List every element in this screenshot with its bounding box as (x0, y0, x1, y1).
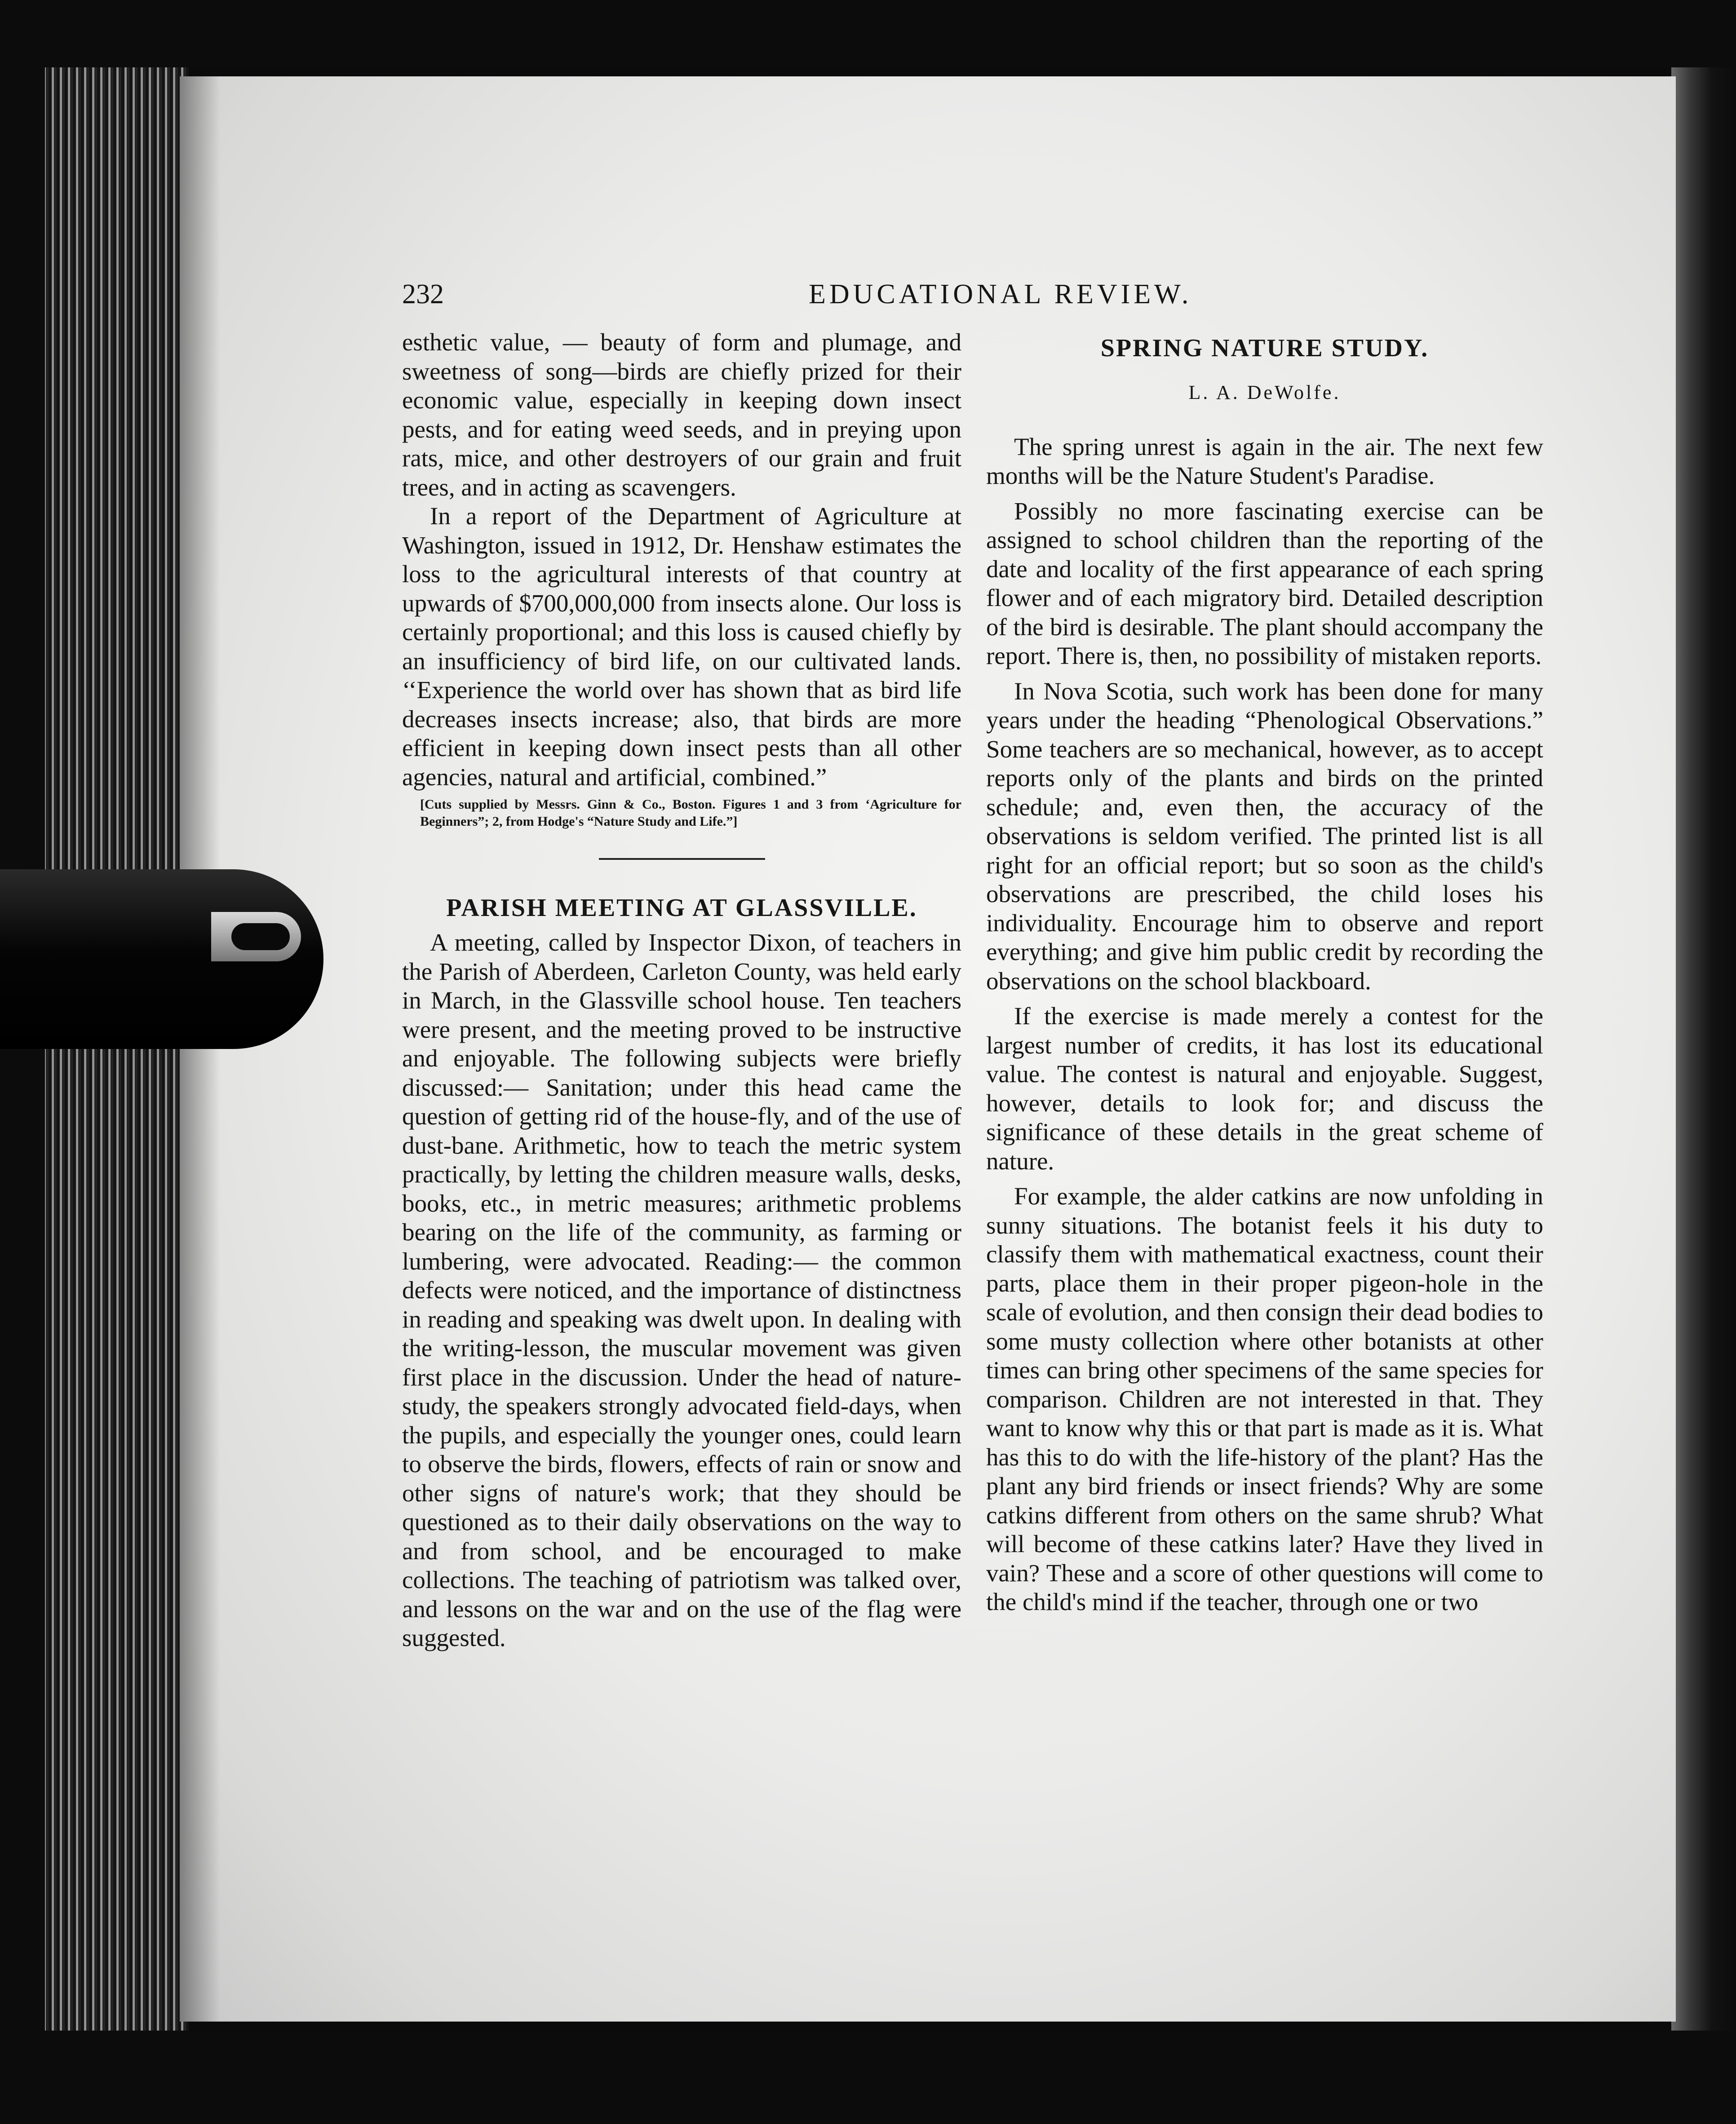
paragraph: For example, the alder catkins are now unfolding in sunny situations. The botanist feels it his duty to classify them with mathematical exactness, count their parts, place them in their proper pigeon-hole in the scale of evolution, and then consign their dead bodies to some musty collection where other botanists at other times can bring other specimens of the same species for comparison. Children are not interested in that. They want to know why this or that part is made as it is. What has this to do with the life-history of the plant? Has the plant any bird friends or insect friends? Why are some catkins different from others on the same shrub? What will become of these catkins later? Have they lived in vain? These and a score of other questions will come to the child's mind if the teacher, through one or two (986, 1182, 1543, 1615)
paragraph: A meeting, called by Inspector Dixon, of teachers in the Parish of Aberdeen, Carleton County, was held early in March, in the Glassville school house. Ten teachers were present, and the meeting proved to be instructive and enjoyable. The following subjects were briefly discussed:— Sanitation; under this head came the question of getting rid of the house-fly, and of the use of dust-bane. Arithmetic, how to teach the metric system practically, by letting the children measure walls, desks, books, etc., in metric measures; arithmetic problems bearing on the life of the community, as farming or lumbering, were advocated. Reading:— the common defects were noticed, and the importance of distinctness in reading and speaking was dwelt upon. In dealing with the writing-lesson, the muscular movement was given first place in the discussion. Under the head of nature-study, the speakers strongly advocated field-days, when the pupils, and especially the younger ones, could learn to observe the birds, flowers, effects of rain or snow and other signs of nature's work; that they should be questioned as to their daily observations on the way to and from school, and be encouraged to make collections. The teaching of patriotism was talked over, and lessons on the war and on the use of the flag were suggested. (402, 929, 961, 1651)
paragraph: In a report of the Department of Agriculture at Washington, issued in 1912, Dr. Henshaw estimates the loss to the agricultural interests of that country at upwards of $700,000,000 from insects alone. Our loss is certainly proportional; and this loss is caused chiefly by an insufficiency of bird life, on our cultivated lands. ‘‘Experience the world over has shown that as bird life decreases insects increase; also, that birds are more efficient in keeping down insect pests than all other agencies, natural and artificial, combined.” (402, 502, 961, 791)
paragraph: The spring unrest is again in the air. The next few months will be the Nature Student's Paradise. (986, 433, 1543, 489)
section-divider (599, 858, 765, 860)
paragraph: esthetic value, — beauty of form and plumage, and sweetness of song—birds are chiefly prized for their economic value, especially in keeping down insect pests, and for eating weed seeds, and in preying upon rats, mice, and other destroyers of our grain and fruit trees, and in acting as scavengers. (402, 328, 961, 501)
figure-credit-caption: [Cuts supplied by Messrs. Ginn & Co., Boston. Figures 1 and 3 from ‘Agriculture for Beginners”; 2, from Hodge's “Nature Study and Life.”] (420, 797, 961, 829)
right-column (986, 328, 1543, 1617)
article-author: L. A. DeWolfe. (1188, 381, 1341, 403)
journal-title: EDUCATIONAL REVIEW. (809, 279, 1192, 310)
paragraph: If the exercise is made merely a contest for the largest number of credits, it has lost its educational value. The contest is natural and enjoyable. Suggest, however, details to look for; and discuss the significance of these details in the great scheme of nature. (986, 1002, 1543, 1175)
article-title: PARISH MEETING AT GLASSVILLE. (446, 894, 917, 922)
scan-left-border (0, 67, 45, 2031)
paragraph: Possibly no more fascinating exercise can be assigned to school children than the reporting of the date and locality of the first appearance of each spring flower and of each migratory bird. Detailed description of the bird is desirable. The plant should accompany the report. There is, then, no possibility of mistaken reports. (986, 497, 1543, 669)
page-gutter-shadow (180, 76, 220, 2022)
scan-bottom-border (0, 2031, 1736, 2124)
book-right-edge (1671, 67, 1736, 2031)
paragraph: In Nova Scotia, such work has been done for many years under the heading “Phenological Observations.” Some teachers are so mechanical, however, as to accept reports only of the plants and birds on the printed schedule; and, even then, the accuracy of the observations is seldom verified. The printed list is all right for an official report; but so soon as the child's observations are prescribed, the child loses his individuality. Encourage him to observe and report everything; and give him public credit by recording the observations on the school blackboard. (986, 677, 1543, 995)
article-title: SPRING NATURE STUDY. (1100, 334, 1429, 362)
left-column (402, 328, 961, 1653)
scan-top-border (0, 0, 1736, 67)
page-number: 232 (402, 279, 444, 310)
page-clip-hole (231, 923, 290, 950)
